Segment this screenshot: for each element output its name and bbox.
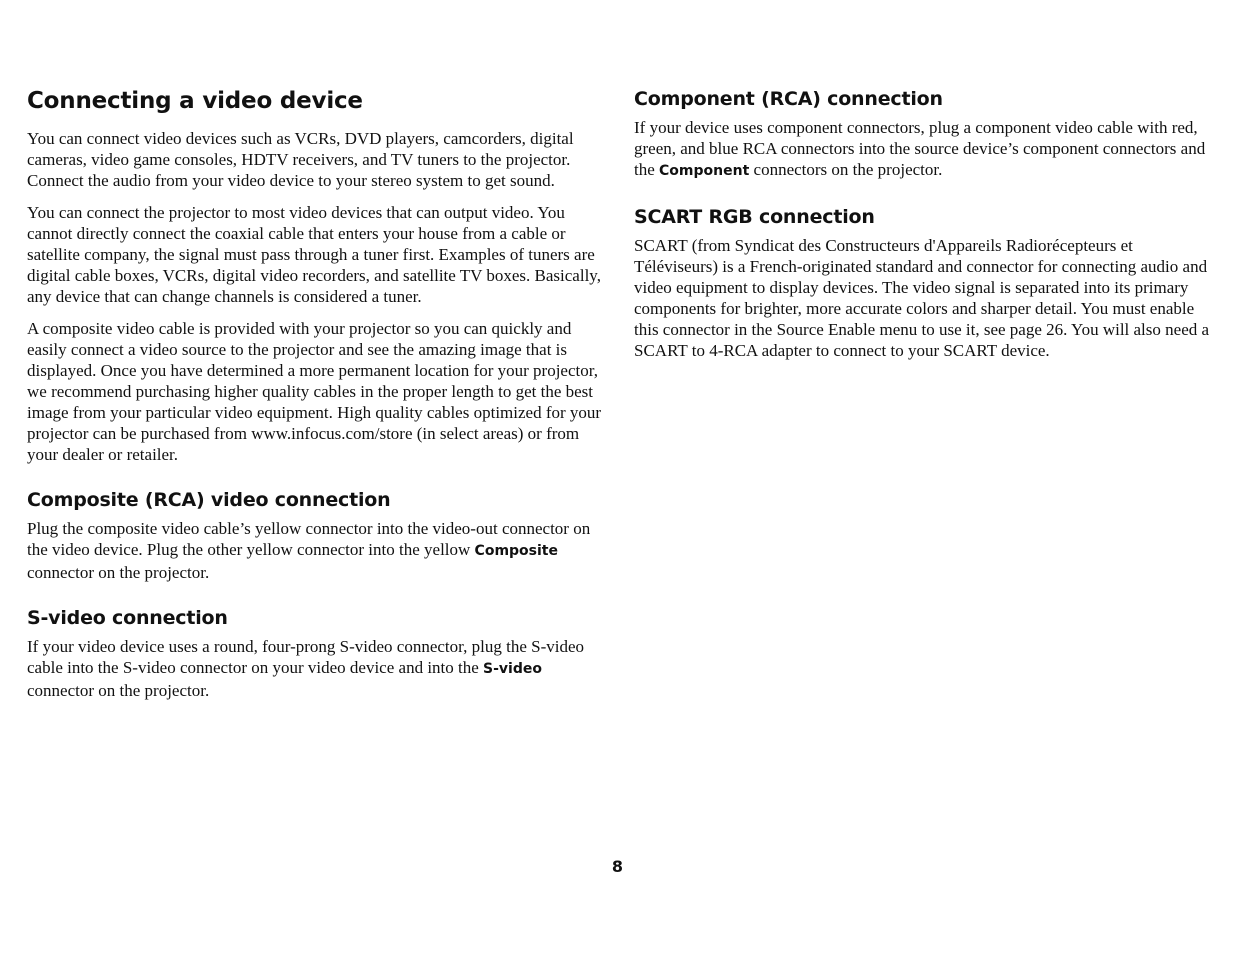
component-paragraph xyxy=(634,117,1212,182)
composite-text-after: connector on the projector. xyxy=(27,563,210,582)
component-heading: Component (RCA) connection xyxy=(634,88,943,110)
component-text-after: connectors on the projector. xyxy=(749,160,943,179)
svideo-text-after: connector on the projector. xyxy=(27,681,210,700)
svideo-section xyxy=(27,605,605,701)
intro-paragraph-3: A composite video cable is provided with your projector so you can quickly and easily connect a video source to the projector and see the amazing image that is displayed. Once you have determined a more permanent location for your projector, we recommend purchasing higher quality cables in the proper length to get the best image from your particular video equipment. High quality cables optimized for your projector can be purchased from www.infocus.com/store (in select areas) or from your dealer or retailer. xyxy=(27,319,602,464)
composite-text-before: Plug the composite video cable’s yellow connector into the video-out connector on the video device. Plug the other yellow connector into the yellow xyxy=(27,519,591,559)
composite-bold-label: Composite xyxy=(474,543,558,559)
scart-paragraph: SCART (from Syndicat des Constructeurs d'Appareils Radiorécepteurs et Téléviseurs) is a French-originated standard and connector for connecting audio and video equipment to display devices. The video signal is separated into its primary components for brighter, more accurate colors and sharper detail. You must enable this connector in the Source Enable menu to use it, see page 26. You will also need a SCART to 4-RCA adapter to connect to your SCART device. xyxy=(634,236,1210,360)
component-bold-label: Component xyxy=(659,163,750,179)
page-title: Connecting a video device xyxy=(27,88,363,114)
scart-heading: SCART RGB connection xyxy=(634,206,875,228)
left-column xyxy=(27,86,605,712)
page-number: 8 xyxy=(611,857,624,876)
component-section xyxy=(634,86,1212,182)
svideo-bold-label: S-video xyxy=(483,661,542,677)
composite-paragraph xyxy=(27,518,605,583)
svideo-heading: S-video connection xyxy=(27,607,228,629)
right-column xyxy=(634,86,1212,372)
intro-paragraph-1: You can connect video devices such as VCRs, DVD players, camcorders, digital cameras, video game consoles, HDTV receivers, and TV tuners to the projector. Connect the audio from your video device to your stereo system to get sound. xyxy=(27,129,574,190)
svideo-text-before: If your video device uses a round, four-prong S-video connector, plug the S-video cable into the S-video connector on your video device and into the xyxy=(27,637,584,677)
intro-paragraph-2: You can connect the projector to most video devices that can output video. You cannot directly connect the coaxial cable that enters your house from a cable or satellite company, the signal must pass through a tuner first. Examples of tuners are digital cable boxes, VCRs, digital video recorders, and satellite TV boxes. Basically, any device that can change channels is considered a tuner. xyxy=(27,203,601,306)
composite-section xyxy=(27,487,605,583)
component-text-before: If your device uses component connectors, plug a component video cable with red, green, and blue RCA connectors into the source device’s component connectors and the xyxy=(634,118,1206,179)
scart-section xyxy=(634,204,1212,361)
svideo-paragraph xyxy=(27,636,605,701)
composite-heading: Composite (RCA) video connection xyxy=(27,489,391,511)
